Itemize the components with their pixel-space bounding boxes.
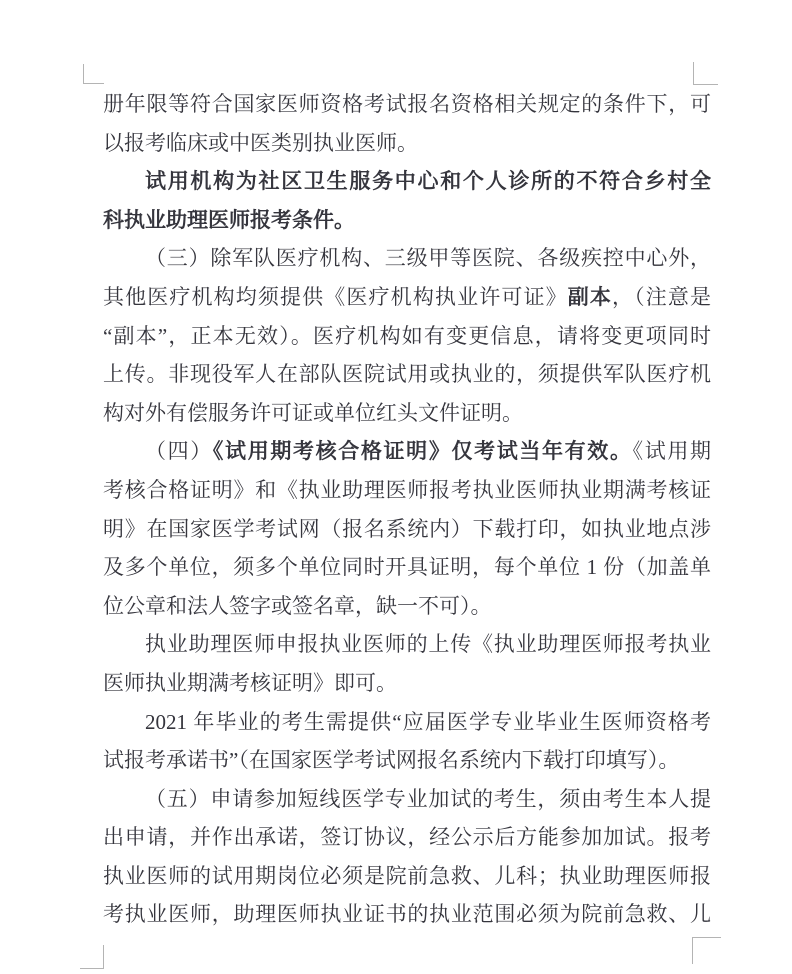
text-line (103, 548, 711, 587)
text-line (103, 818, 711, 857)
text-line (103, 239, 711, 278)
text-line (103, 895, 711, 934)
text-line (103, 394, 711, 433)
text-segment: 以报考临床或中医类别执业医师。 (103, 130, 418, 155)
text-segment: 执业助理医师申报执业医师的上传《执业助理医师报考执业 (145, 632, 711, 657)
text-line (103, 201, 711, 240)
text-segment: （三）除军队医疗机构、三级甲等医院、各级疾控中心外， (145, 246, 711, 271)
document-text (103, 85, 711, 934)
text-line (103, 124, 711, 163)
text-segment: （五）申请参加短线医学专业加试的考生，须由考生本人提 (145, 786, 711, 811)
text-line (103, 741, 711, 780)
text-segment: 明》在国家医学考试网（报名系统内）下载打印，如执业地点涉 (103, 516, 711, 541)
text-segment: （四） (145, 439, 213, 464)
text-segment: “副本”，正本无效）。医疗机构如有变更信息，请将变更项同时 (103, 323, 711, 348)
text-segment: 册年限等符合国家医师资格考试报名资格相关规定的条件下，可 (103, 92, 711, 116)
text-line (103, 625, 711, 664)
text-segment: ，（注意是 (612, 284, 712, 309)
text-line (103, 664, 711, 703)
text-line (103, 471, 711, 510)
text-line (103, 162, 711, 201)
text-segment: 2021 年毕业的考生需提供“应届医学专业毕业生医师资格考 (145, 709, 711, 734)
text-segment: 《试用期 (632, 439, 712, 464)
text-segment: 其他医疗机构均须提供《医疗机构执业许可证》 (103, 284, 568, 309)
text-boundary-mark-top-right (693, 62, 718, 85)
text-segment: 构对外有偿服务许可证或单位红头文件证明。 (103, 400, 523, 425)
text-line (103, 432, 711, 471)
text-segment: 位公章和法人签字或签名章，缺一不可）。 (103, 593, 492, 618)
bold-text-segment: 《试用期考核合格证明》仅考试当年有效。 (212, 439, 633, 464)
text-segment: 执业医师的试用期岗位必须是院前急救、儿科；执业助理医师报 (103, 863, 711, 888)
text-line (103, 703, 711, 742)
text-line (103, 587, 711, 626)
text-segment: 考执业医师，助理医师执业证书的执业范围必须为院前急救、儿 (103, 902, 711, 927)
text-line (103, 278, 711, 317)
bold-text-segment: 科执业助理医师报考条件。 (103, 207, 355, 232)
text-segment: 出申请，并作出承诺，签订协议，经公示后方能参加加试。报考 (103, 825, 711, 850)
text-boundary-mark-top-left (83, 64, 104, 84)
text-boundary-mark-bottom-left (80, 945, 104, 969)
text-boundary-mark-bottom-right (692, 937, 721, 964)
text-line (103, 857, 711, 896)
text-line (103, 317, 711, 356)
text-segment: 试报考承诺书”（在国家医学考试网报名系统内下载打印填写）。 (103, 748, 680, 773)
text-line (103, 355, 711, 394)
text-line (103, 780, 711, 819)
text-line (103, 85, 711, 124)
text-line (103, 510, 711, 549)
text-segment: 及多个单位，须多个单位同时开具证明，每个单位 1 份（加盖单 (103, 555, 711, 580)
text-segment: 医师执业期满考核证明》即可。 (103, 670, 397, 695)
text-segment: 考核合格证明》和《执业助理医师报考执业医师执业期满考核证 (103, 477, 711, 502)
text-segment: 上传。非现役军人在部队医院试用或执业的，须提供军队医疗机 (103, 362, 711, 387)
bold-text-segment: 试用机构为社区卫生服务中心和个人诊所的不符合乡村全 (145, 169, 711, 194)
bold-text-segment: 副本 (567, 284, 612, 309)
